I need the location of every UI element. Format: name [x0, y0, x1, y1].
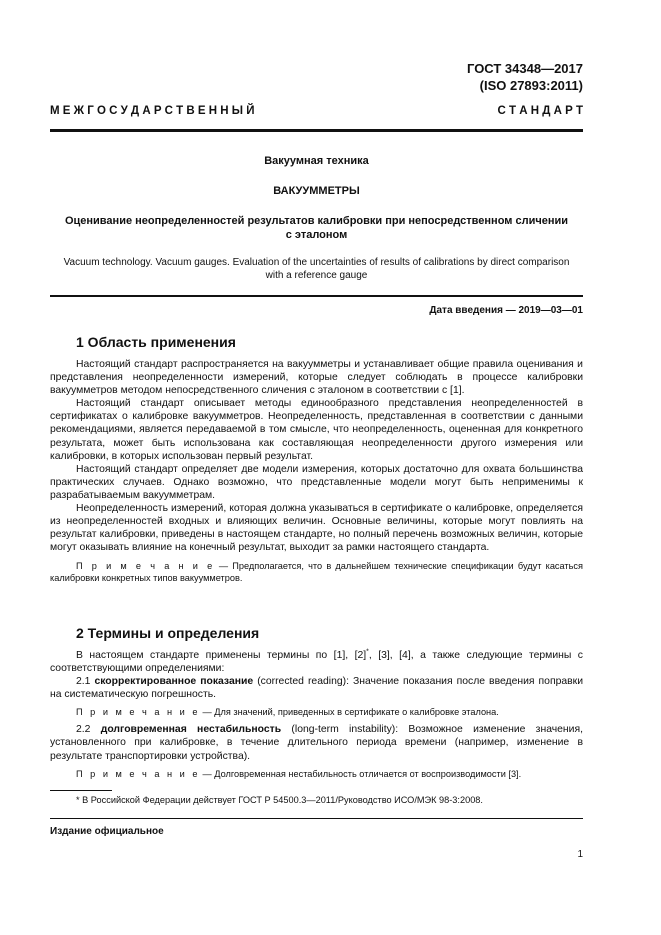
- banner-left: М Е Ж Г О С У Д А Р С Т В Е Н Н Ы Й: [50, 105, 255, 117]
- section-1-paragraph-3: Настоящий стандарт определяет две модели измерения, которых достаточно для охвата большинства практических случаев. Однако возможно, что представленные модели могут быть неприменимы к разрабатываемым вакуумметрам.: [50, 463, 583, 501]
- english-title-line-2: with a reference gauge: [265, 270, 368, 281]
- note-text: — Предполагается, что в дальнейшем технические спецификации будут касаться калибровки конкретных типов вакуумметров.: [50, 561, 583, 584]
- term-2-1-term: скорректированное показание: [94, 676, 254, 688]
- edition-label: Издание официальное: [50, 826, 164, 837]
- title-rule: [50, 295, 583, 297]
- term-2-2-note: [50, 768, 583, 780]
- term-2-1: [50, 675, 583, 701]
- subtitle-line-2: с эталоном: [285, 229, 348, 241]
- banner-right: С Т А Н Д А Р Т: [497, 105, 583, 117]
- section-1-paragraph-1: Настоящий стандарт распространяется на вакуумметры и устанавливает общие правила оценивания и представления неопределенности измерений, которые следует соблюдать в процессе калибровки вакуумметров методом непосредственного сличения с эталоном в соответствии с [1].: [50, 359, 583, 397]
- section-2-heading: 2 Термины и определения: [76, 625, 260, 641]
- main-title: ВАКУУММЕТРЫ: [273, 185, 360, 197]
- english-title-line-1: Vacuum technology. Vacuum gauges. Evaluation of the uncertainties of results of calibrations by direct comparison: [63, 257, 570, 268]
- term-2-2: [50, 723, 583, 762]
- bottom-rule: [50, 818, 583, 819]
- section-2-p1-end: , [3], [4], а также следующие термины с соответствующими определениями:: [50, 650, 583, 675]
- section-1: [50, 334, 583, 584]
- section-1-heading: 1 Область применения: [76, 334, 236, 350]
- term-2-2-definition: (long-term instability): Возможное изменение значения, установленного при калибровке, в течение длительного периода времени (например, изменение в результате транспортировки устройства).: [50, 724, 583, 762]
- section-2: [50, 625, 583, 780]
- iso-number: (ISO 27893:2011): [479, 78, 583, 93]
- english-title: [50, 256, 583, 282]
- subtitle: [50, 214, 583, 242]
- category-title: Вакуумная техника: [264, 155, 369, 167]
- note-text: — Долговременная нестабильность отличается от воспроизводимости [3].: [199, 768, 522, 779]
- footnote-marker: *: [366, 648, 369, 656]
- standard-id: [467, 60, 583, 94]
- footnote: * В Российской Федерации действует ГОСТ Р 54500.3—2011/Руководство ИСО/МЭК 98-3:2008.: [76, 795, 483, 805]
- section-1-paragraph-4: Неопределенность измерений, которая должна указываться в сертификате о калибровке, определяется из неопределенностей входных и влияющих величин. Основные величины, которые могут повлиять на результат калибровки, приведены в настоящем стандарте, но полный перечень возможных величин, которые могут оказывать влияние на конечный результат, выходит за рамки настоящего стандарта.: [50, 503, 583, 554]
- top-rule: [50, 129, 583, 132]
- introduction-date: Дата введения — 2019—03—01: [429, 305, 583, 316]
- section-2-paragraph-1: [50, 649, 583, 675]
- page-number: 1: [577, 849, 583, 860]
- note-label: П р и м е ч а н и е: [76, 561, 215, 572]
- title-block: [50, 155, 583, 282]
- section-1-paragraph-2: Настоящий стандарт описывает методы единообразного представления неопределенностей в сертификатах о калибровке вакуумметров. Неопределенность, представленная в соответствии с данными рекомендациями, является передаваемой в том смысле, что неопределенность, оцененная для конкретного результата, может быть использована как составляющая неопределенности другого измерения или калибровки, в которых использован первый результат.: [50, 398, 583, 462]
- term-2-2-term: долговременная нестабильность: [100, 724, 282, 736]
- note-text: — Для значений, приведенных в сертификате о калибровке эталона.: [199, 707, 499, 718]
- term-2-1-note: [50, 706, 583, 718]
- subtitle-line-1: Оценивание неопределенностей результатов калибровки при непосредственном сличении: [64, 215, 569, 227]
- term-2-2-number: 2.2: [76, 724, 101, 736]
- term-2-1-definition: (corrected reading): Значение показания после введения поправки на систематическую погрешность.: [50, 676, 583, 701]
- footnote-rule: [50, 790, 112, 791]
- section-1-note: [50, 560, 583, 584]
- note-label: П р и м е ч а н и е: [76, 768, 200, 779]
- note-label: П р и м е ч а н и е: [76, 707, 200, 718]
- standard-banner: [50, 105, 583, 117]
- term-2-1-number: 2.1: [76, 676, 95, 688]
- standard-number: ГОСТ 34348—2017: [467, 61, 583, 76]
- section-2-p1-start: В настоящем стандарте применены термины по [1], [2]: [76, 650, 367, 661]
